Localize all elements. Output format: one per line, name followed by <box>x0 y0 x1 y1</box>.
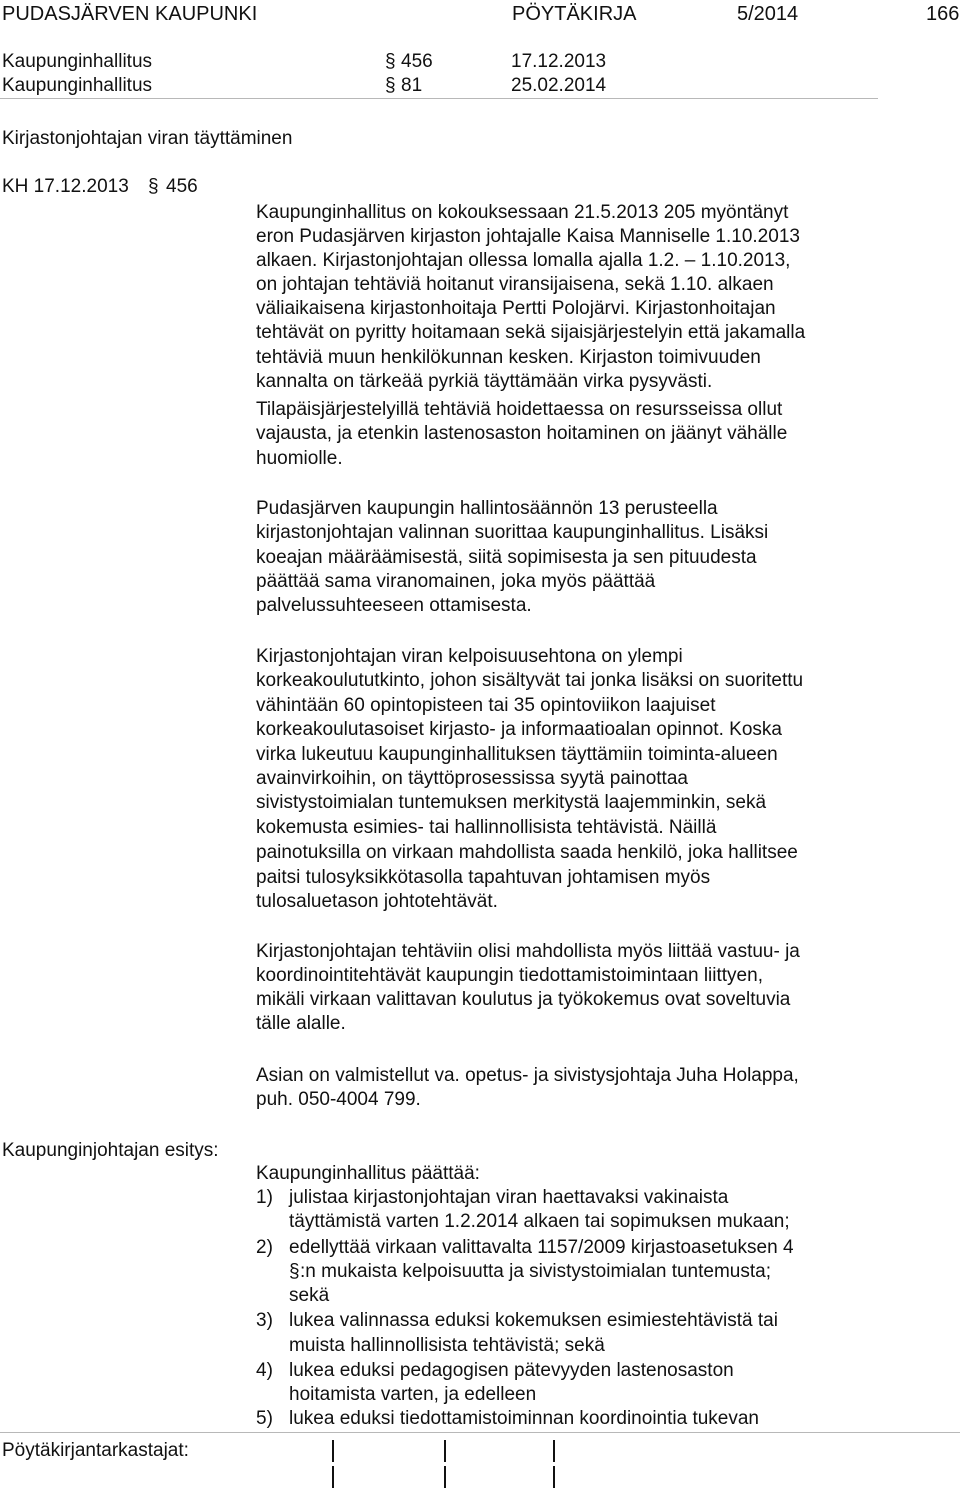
signature-box-divider <box>444 1440 446 1462</box>
history-ref-number: 456 <box>166 176 198 197</box>
paragraph-line: vähintään 60 opintopisteen tai 35 opintoviikon laajuiset <box>256 695 716 716</box>
list-item-text: edellyttää virkaan valittavalta 1157/2009 kirjastoasetuksen 4 <box>289 1237 794 1258</box>
paragraph-line: on johtajan tehtäviä hoitanut viransijaisena, sekä 1.10. alkaen <box>256 274 774 295</box>
paragraph-line: Kirjastonjohtajan tehtäviin olisi mahdollista myös liittää vastuu- ja <box>256 941 800 962</box>
header-divider <box>0 98 878 99</box>
list-item-number: 1) <box>256 1187 273 1208</box>
paragraph-line: puh. 050-4004 799. <box>256 1089 421 1110</box>
paragraph-line: väliaikaisena kirjastonhoitaja Pertti Polojärvi. Kirjastonhoitajan <box>256 298 776 319</box>
ref-row-2-section-symbol: § <box>385 75 396 96</box>
header-org: PUDASJÄRVEN KAUPUNKI <box>2 3 258 25</box>
paragraph-line: Kaupunginhallitus on kokouksessaan 21.5.2013 205 myöntänyt <box>256 202 789 223</box>
signature-box-divider <box>553 1466 555 1488</box>
signature-box-divider <box>332 1466 334 1488</box>
paragraph-line: korkeakoulututkinto, johon sisältyvät tai jonka lisäksi on suoritettu <box>256 670 804 691</box>
list-item-text: täyttämistä varten 1.2.2014 alkaen tai sopimuksen mukaan; <box>289 1211 790 1232</box>
paragraph-line: paitsi tulosyksikkötasolla tapahtuvan johtamisen myös <box>256 867 711 888</box>
paragraph-line: vajausta, ja etenkin lastenosaston hoitaminen on jäänyt vähälle <box>256 423 788 444</box>
ref-row-1-number: 456 <box>401 51 433 72</box>
paragraph-line: Kirjastonjohtajan viran kelpoisuusehtona on ylempi <box>256 646 683 667</box>
list-item-number: 2) <box>256 1237 273 1258</box>
paragraph-line: korkeakoulutasoiset kirjasto- ja informaatioalan opinnot. Koska <box>256 719 782 740</box>
list-item-text: muista hallinnollisista tehtävistä; sekä <box>289 1335 605 1356</box>
ref-row-1-date: 17.12.2013 <box>511 51 607 72</box>
ref-row-1-body: Kaupunginhallitus <box>2 51 153 72</box>
paragraph-line: Pudasjärven kaupungin hallintosäännön 13 perusteella <box>256 498 718 519</box>
ref-row-2-date: 25.02.2014 <box>511 75 607 96</box>
signature-box-divider <box>553 1440 555 1462</box>
header-page: 166 <box>926 3 960 25</box>
paragraph-line: tehtäviä muun henkilökunnan kesken. Kirjaston toimivuuden <box>256 347 761 368</box>
list-item-text: sekä <box>289 1285 330 1306</box>
signature-box-divider <box>444 1466 446 1488</box>
paragraph-line: palvelussuhteeseen ottamisesta. <box>256 595 532 616</box>
paragraph-line: Asian on valmistellut va. opetus- ja sivistysjohtaja Juha Holappa, <box>256 1065 799 1086</box>
footer-divider <box>0 1432 960 1433</box>
proposal-label: Kaupunginjohtajan esitys: <box>2 1140 219 1161</box>
paragraph-line: huomiolle. <box>256 448 343 469</box>
footer-label: Pöytäkirjantarkastajat: <box>2 1440 189 1461</box>
list-item-number: 4) <box>256 1360 273 1381</box>
list-item-section-symbol: § <box>289 1261 300 1282</box>
paragraph-line: avainvirkoihin, on täyttöprosessissa syytä painottaa <box>256 768 688 789</box>
paragraph-line: koordinointitehtävät kaupungin tiedottamistoimintaan liittyen, <box>256 965 763 986</box>
list-item-text: hoitamista varten, ja edelleen <box>289 1384 537 1405</box>
header-issue: 5/2014 <box>737 3 799 25</box>
paragraph-line: mikäli virkaan valittavan koulutus ja työkokemus ovat soveltuvia <box>256 989 791 1010</box>
list-item-text: lukea valinnassa eduksi kokemuksen esimiestehtävistä tai <box>289 1310 778 1331</box>
paragraph-line: Tilapäisjärjestelyillä tehtäviä hoidettaessa on resursseissa ollut <box>256 399 783 420</box>
paragraph-line: päättää sama viranomainen, joka myös päättää <box>256 571 656 592</box>
paragraph-line: virka lukeutuu kaupunginhallituksen täyttämiin toiminta-alueen <box>256 744 778 765</box>
list-item-number: 3) <box>256 1310 273 1331</box>
paragraph-line: sivistystoimialan tuntemuksen merkitystä laajemminkin, sekä <box>256 792 767 813</box>
ref-row-2-body: Kaupunginhallitus <box>2 75 153 96</box>
ref-row-2-number: 81 <box>401 75 423 96</box>
proposal-intro: Kaupunginhallitus päättää: <box>256 1163 480 1184</box>
history-ref-prefix: KH 17.12.2013 <box>2 176 129 197</box>
header-doc-type: PÖYTÄKIRJA <box>512 3 637 25</box>
paragraph-line: kannalta on tärkeää pyrkiä täyttämään virka pysyvästi. <box>256 371 713 392</box>
paragraph-line: eron Pudasjärven kirjaston johtajalle Kaisa Manniselle 1.10.2013 <box>256 226 800 247</box>
list-item-text: :n mukaista kelpoisuutta ja sivistystoimialan tuntemusta; <box>300 1261 771 1282</box>
paragraph-line: alkaen. Kirjastonjohtajan ollessa lomalla ajalla 1.2. – 1.10.2013, <box>256 250 791 271</box>
paragraph-line: kokemusta esimies- tai hallinnollisista tehtävistä. Näillä <box>256 817 717 838</box>
list-item-text: lukea eduksi tiedottamistoiminnan koordinointia tukevan <box>289 1408 759 1429</box>
paragraph-line: tulosaluetason johtotehtävät. <box>256 891 498 912</box>
paragraph-line: kirjastonjohtajan valinnan suorittaa kaupunginhallitus. Lisäksi <box>256 522 769 543</box>
paragraph-line: tälle alalle. <box>256 1013 346 1034</box>
history-ref-section-symbol: § <box>148 176 159 197</box>
item-title: Kirjastonjohtajan viran täyttäminen <box>2 128 293 149</box>
list-item-number: 5) <box>256 1408 273 1429</box>
list-item-text: julistaa kirjastonjohtajan viran haettavaksi vakinaista <box>289 1187 729 1208</box>
ref-row-1-section-symbol: § <box>385 51 396 72</box>
paragraph-line: koeajan määräämisestä, siitä sopimisesta ja sen pituudesta <box>256 547 757 568</box>
paragraph-line: tehtävät on pyritty hoitamaan sekä sijaisjärjestelyin että jakamalla <box>256 322 806 343</box>
signature-box-divider <box>332 1440 334 1462</box>
paragraph-line: painotuksilla on virkaan mahdollista saada henkilö, joka hallitsee <box>256 842 798 863</box>
list-item-text: lukea eduksi pedagogisen pätevyyden lastenosaston <box>289 1360 734 1381</box>
